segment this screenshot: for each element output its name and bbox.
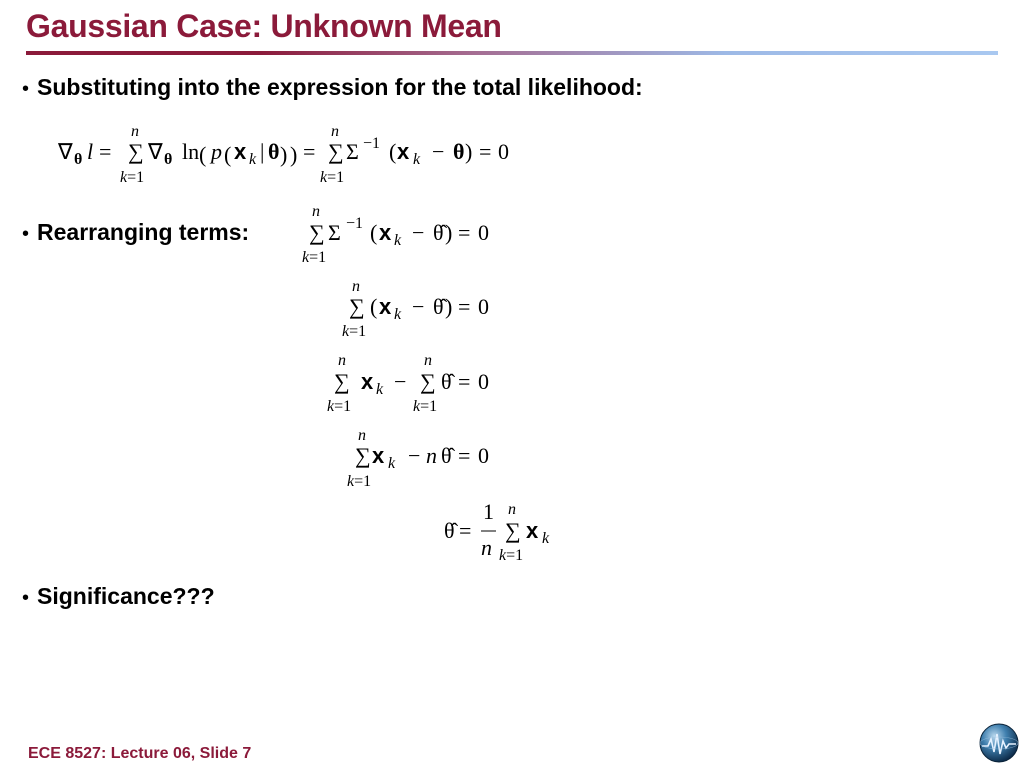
svg-text:−1: −1 bbox=[346, 215, 364, 232]
svg-text:θ: θ bbox=[74, 151, 83, 168]
svg-text:k=1: k=1 bbox=[413, 398, 438, 415]
equation-rearranged-1 bbox=[302, 203, 489, 266]
equation-rearranged-2 bbox=[342, 278, 489, 340]
svg-text:n: n bbox=[312, 203, 320, 220]
svg-text:n: n bbox=[481, 535, 492, 560]
svg-text:θ̂: θ̂ bbox=[433, 294, 444, 319]
svg-text:(: ( bbox=[370, 220, 378, 245]
svg-text:∑: ∑ bbox=[349, 294, 365, 319]
svg-text:0: 0 bbox=[478, 443, 489, 468]
svg-text:): ) bbox=[445, 294, 453, 319]
svg-text:θ: θ bbox=[453, 139, 465, 164]
svg-text:θ̂: θ̂ bbox=[441, 443, 452, 468]
svg-text:(: ( bbox=[199, 142, 207, 167]
svg-text:k=1: k=1 bbox=[347, 473, 372, 490]
svg-text:ln: ln bbox=[182, 139, 200, 164]
svg-text:θ̂: θ̂ bbox=[441, 369, 452, 394]
svg-text:=: = bbox=[99, 139, 112, 164]
svg-text:n: n bbox=[358, 427, 366, 444]
svg-text:−1: −1 bbox=[363, 135, 381, 152]
svg-text:0: 0 bbox=[498, 139, 509, 164]
svg-text:k: k bbox=[542, 530, 550, 547]
svg-text:n: n bbox=[508, 501, 516, 518]
globe-logo bbox=[978, 722, 1020, 764]
svg-text:Σ: Σ bbox=[346, 139, 359, 164]
equation-sample-mean bbox=[444, 499, 550, 564]
svg-text:∑: ∑ bbox=[309, 220, 325, 245]
svg-text:=: = bbox=[458, 443, 471, 468]
svg-text:(: ( bbox=[389, 139, 397, 164]
svg-text:(: ( bbox=[224, 142, 232, 167]
svg-text:n: n bbox=[352, 278, 360, 295]
svg-text:−: − bbox=[432, 139, 445, 164]
equation-rearranged-4 bbox=[347, 427, 489, 490]
svg-text:k=1: k=1 bbox=[320, 169, 345, 186]
svg-text:θ: θ bbox=[268, 139, 280, 164]
svg-text:∑: ∑ bbox=[128, 139, 144, 164]
svg-text:−: − bbox=[394, 369, 407, 394]
slide-footer: ECE 8527: Lecture 06, Slide 7 bbox=[28, 745, 252, 762]
svg-text:Σ: Σ bbox=[328, 220, 341, 245]
svg-text:0: 0 bbox=[478, 294, 489, 319]
svg-text:0: 0 bbox=[478, 369, 489, 394]
svg-text:l: l bbox=[87, 139, 94, 164]
svg-text:1: 1 bbox=[483, 499, 494, 524]
svg-text:|: | bbox=[260, 139, 265, 164]
svg-text:k: k bbox=[388, 455, 396, 472]
svg-text:x: x bbox=[379, 294, 392, 319]
equation-rearranged-3 bbox=[327, 352, 489, 415]
svg-text:∇: ∇ bbox=[58, 139, 73, 164]
svg-text:x: x bbox=[526, 518, 539, 543]
svg-text:n: n bbox=[426, 443, 437, 468]
svg-text:=: = bbox=[303, 139, 316, 164]
svg-text:=: = bbox=[458, 220, 471, 245]
svg-text:k=1: k=1 bbox=[120, 169, 145, 186]
svg-text:k=1: k=1 bbox=[327, 398, 352, 415]
svg-text:): ) bbox=[280, 142, 288, 167]
svg-text:∑: ∑ bbox=[334, 369, 350, 394]
svg-text:n: n bbox=[131, 123, 139, 140]
svg-text:−: − bbox=[412, 294, 425, 319]
svg-text:x: x bbox=[234, 139, 247, 164]
svg-text:k: k bbox=[394, 232, 402, 249]
bullet-dot: • bbox=[22, 78, 30, 100]
svg-text:=: = bbox=[459, 518, 472, 543]
bullet-text: Substituting into the expression for the total likelihood: bbox=[37, 74, 643, 100]
svg-text:−: − bbox=[412, 220, 425, 245]
svg-text:n: n bbox=[338, 352, 346, 369]
svg-text:∑: ∑ bbox=[505, 518, 521, 543]
svg-text:): ) bbox=[290, 142, 298, 167]
svg-text:−: − bbox=[408, 443, 421, 468]
svg-text:): ) bbox=[445, 220, 453, 245]
svg-text:p: p bbox=[211, 139, 222, 164]
svg-text:k=1: k=1 bbox=[499, 547, 524, 564]
svg-text:k: k bbox=[249, 151, 257, 168]
svg-text:θ̂: θ̂ bbox=[433, 220, 444, 245]
svg-text:∑: ∑ bbox=[328, 139, 344, 164]
bullet-dot: • bbox=[22, 223, 30, 245]
bullet-text: Rearranging terms: bbox=[37, 219, 250, 245]
svg-text:=: = bbox=[479, 139, 492, 164]
svg-text:k=1: k=1 bbox=[302, 249, 327, 266]
svg-text:k: k bbox=[413, 151, 421, 168]
bullet-text: Significance??? bbox=[37, 583, 215, 609]
svg-text:x: x bbox=[379, 220, 392, 245]
slide-title: Gaussian Case: Unknown Mean bbox=[26, 8, 502, 44]
svg-text:θ: θ bbox=[164, 151, 173, 168]
svg-text:(: ( bbox=[370, 294, 378, 319]
svg-text:θ̂: θ̂ bbox=[444, 518, 455, 543]
svg-text:x: x bbox=[372, 443, 385, 468]
equation-gradient-likelihood bbox=[57, 123, 509, 186]
svg-text:∇: ∇ bbox=[148, 139, 163, 164]
svg-text:n: n bbox=[424, 352, 432, 369]
svg-text:k: k bbox=[376, 381, 384, 398]
svg-text:=: = bbox=[458, 369, 471, 394]
svg-text:k: k bbox=[394, 306, 402, 323]
svg-text:n: n bbox=[331, 123, 339, 140]
svg-text:x: x bbox=[397, 139, 410, 164]
svg-text:k=1: k=1 bbox=[342, 323, 367, 340]
svg-text:=: = bbox=[458, 294, 471, 319]
svg-text:0: 0 bbox=[478, 220, 489, 245]
svg-text:x: x bbox=[361, 369, 374, 394]
bullet-dot: • bbox=[22, 587, 30, 609]
svg-text:∑: ∑ bbox=[420, 369, 436, 394]
svg-text:): ) bbox=[465, 139, 473, 164]
svg-text:∑: ∑ bbox=[355, 443, 371, 468]
